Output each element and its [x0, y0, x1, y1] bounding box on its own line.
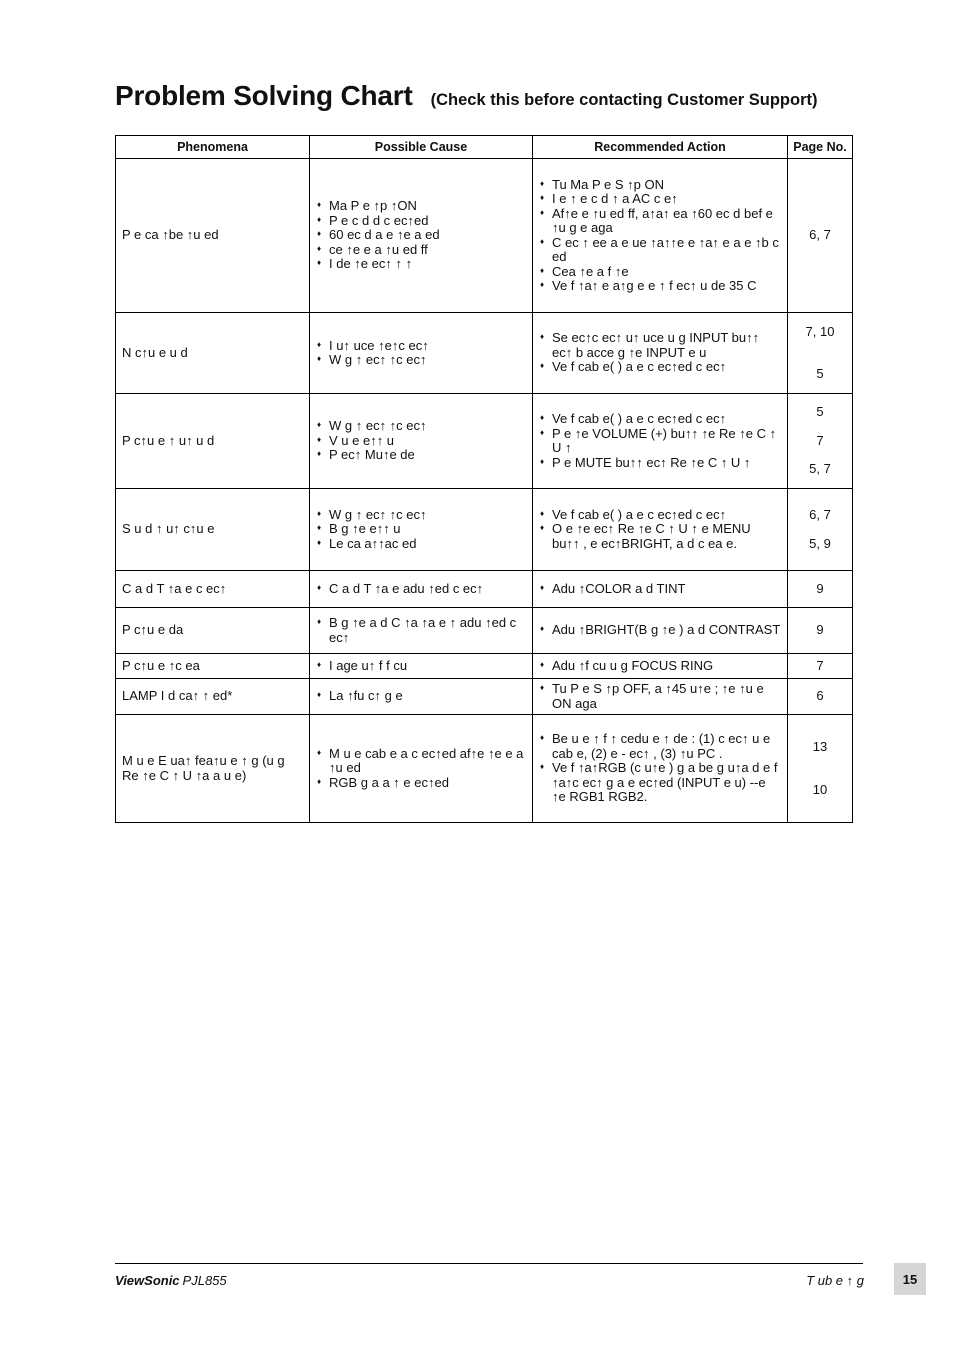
cause-item: ♦ B g ↑e a d C ↑a ↑a e ↑ adu ↑ed c ec↑ — [316, 616, 526, 645]
action-item: ♦ Cea ↑e a f ↑e — [539, 265, 781, 280]
column-header-page-no: Page No. — [788, 136, 853, 159]
page-cell — [788, 679, 853, 715]
cause-item: ♦ C a d T ↑a e adu ↑ed c ec↑ — [316, 582, 526, 597]
phenomena-cell: C a d T ↑a e c ec↑ — [116, 571, 310, 608]
cause-item: ♦ I u↑ uce ↑e↑c ec↑ — [316, 339, 526, 354]
page-cell — [788, 571, 853, 608]
action-item: ♦ Adu ↑COLOR a d TINT — [539, 582, 781, 597]
page-cell — [788, 159, 853, 313]
cause-cell — [310, 571, 533, 608]
column-header-recommended-action: Recommended Action — [533, 136, 788, 159]
action-cell — [533, 715, 788, 823]
cause-item: ♦ ce ↑e e a ↑u ed ff — [316, 243, 526, 258]
table-row — [116, 679, 853, 715]
cause-cell — [310, 715, 533, 823]
action-item: ♦ Ve f ↑a↑ e a↑g e e ↑ f ec↑ u de 35 C — [539, 279, 781, 294]
cause-item: ♦ I de ↑e ec↑ ↑ ↑ — [316, 257, 526, 272]
action-item: ♦ C ec ↑ ee a e ue ↑a↑↑e e ↑a↑ e a e ↑b c ed — [539, 236, 781, 265]
cause-item: ♦ Le ca a↑↑ac ed — [316, 537, 526, 552]
table-header-row — [116, 136, 853, 159]
action-item: ♦ Adu ↑BRIGHT(B g ↑e ) a d CONTRAST — [539, 623, 781, 638]
phenomena-cell: LAMP I d ca↑ ↑ ed* — [116, 679, 310, 715]
footer-section-title: T ub e ↑ g — [806, 1273, 864, 1288]
page-ref: 5 — [816, 366, 824, 381]
page-ref: 9 — [816, 622, 824, 638]
page-number: 15 — [894, 1263, 926, 1295]
page-cell — [788, 608, 853, 654]
table-row — [116, 159, 853, 313]
cause-cell — [310, 679, 533, 715]
action-cell — [533, 159, 788, 313]
cause-item: ♦ P e c d d c ec↑ed — [316, 214, 526, 229]
table-row — [116, 715, 853, 823]
phenomena-cell: P e ca ↑be ↑u ed — [116, 159, 310, 313]
cause-item: ♦ W g ↑ ec↑ ↑c ec↑ — [316, 353, 526, 368]
table-row — [116, 313, 853, 394]
footer-brand — [115, 1273, 227, 1288]
column-header-phenomena: Phenomena — [116, 136, 310, 159]
action-cell — [533, 394, 788, 489]
cause-cell — [310, 159, 533, 313]
cause-cell — [310, 489, 533, 571]
footer-divider — [115, 1263, 863, 1264]
phenomena-cell: P c↑u e ↑ u↑ u d — [116, 394, 310, 489]
action-item: ♦ P e ↑e VOLUME (+) bu↑↑ ↑e Re ↑e C ↑ U ↑ — [539, 427, 781, 456]
action-item: ♦ Ve f ↑a↑RGB (c u↑e ) g a be g u↑a d e f ↑a↑c ec↑ g a e ec↑ed (INPUT e u) --e ↑e RGB1 RGB2. — [539, 761, 781, 805]
cause-cell — [310, 313, 533, 394]
page-ref: 5, 7 — [809, 461, 831, 477]
phenomena-cell: M u e E ua↑ fea↑u e ↑ g (u g Re ↑e C ↑ U ↑a a u e) — [116, 715, 310, 823]
page-ref: 6 — [816, 688, 824, 704]
page-ref: 7, 10 — [805, 323, 835, 339]
page-ref: 7 — [816, 657, 824, 673]
phenomena-cell: S u d ↑ u↑ c↑u e — [116, 489, 310, 571]
brand-name: ViewSonic — [115, 1273, 180, 1288]
table-row — [116, 489, 853, 571]
page-cell — [788, 313, 853, 394]
cause-item: ♦ La ↑fu c↑ g e — [316, 689, 526, 704]
action-item: ♦ P e MUTE bu↑↑ ec↑ Re ↑e C ↑ U ↑ — [539, 456, 781, 471]
phenomena-cell: P c↑u e da — [116, 608, 310, 654]
action-item: ♦ Ve f cab e( ) a e c ec↑ed c ec↑ — [539, 508, 781, 523]
page-ref: 5, 9 — [809, 535, 831, 551]
table-row — [116, 394, 853, 489]
action-cell — [533, 313, 788, 394]
action-item: ♦ I e ↑ e c d ↑ a AC c e↑ — [539, 192, 781, 207]
cause-item: ♦ W g ↑ ec↑ ↑c ec↑ — [316, 508, 526, 523]
cause-item: ♦ 60 ec d a e ↑e a ed — [316, 228, 526, 243]
action-item: ♦ Ve f cab e( ) a e c ec↑ed c ec↑ — [539, 412, 781, 427]
page-ref: 9 — [816, 580, 824, 596]
page-ref: 13 — [812, 739, 828, 754]
action-item: ♦ Tu Ma P e S ↑p ON — [539, 178, 781, 193]
cause-item: ♦ B g ↑e e↑↑ u — [316, 522, 526, 537]
phenomena-cell: P c↑u e ↑c ea — [116, 654, 310, 679]
action-item: ♦ Tu P e S ↑p OFF, a ↑45 u↑e ; ↑e ↑u e ON aga — [539, 682, 781, 711]
page-title: Problem Solving Chart — [115, 80, 413, 111]
action-item: ♦ Be u e ↑ f ↑ cedu e ↑ de : (1) c ec↑ u e cab e, (2) e - ec↑ , (3) ↑u PC . — [539, 732, 781, 761]
cause-item: ♦ I age u↑ f f cu — [316, 659, 526, 674]
action-item: ♦ Ve f cab e( ) a e c ec↑ed c ec↑ — [539, 360, 781, 375]
cause-cell — [310, 654, 533, 679]
action-item: ♦ Se ec↑c ec↑ u↑ uce u g INPUT bu↑↑ ec↑ b acce g ↑e INPUT e u — [539, 331, 781, 360]
page-ref: 6, 7 — [809, 227, 831, 243]
page-cell — [788, 715, 853, 823]
page-subtitle: (Check this before contacting Customer Support) — [430, 91, 818, 109]
action-item: ♦ O e ↑e ec↑ Re ↑e C ↑ U ↑ e MENU bu↑↑ , e ec↑BRIGHT, a d c ea e. — [539, 522, 781, 551]
page-header — [115, 80, 818, 112]
table-row — [116, 571, 853, 608]
column-header-possible-cause: Possible Cause — [310, 136, 533, 159]
action-item: ♦ Af↑e e ↑u ed ff, a↑a↑ ea ↑60 ec d bef e ↑u g e aga — [539, 207, 781, 236]
table-row — [116, 608, 853, 654]
action-cell — [533, 608, 788, 654]
action-item: ♦ Adu ↑f cu u g FOCUS RING — [539, 659, 781, 674]
cause-item: ♦ P ec↑ Mu↑e de — [316, 448, 526, 463]
phenomena-cell: N c↑u e u d — [116, 313, 310, 394]
page-cell — [788, 654, 853, 679]
page-cell — [788, 489, 853, 571]
page-cell — [788, 394, 853, 489]
page-ref: 5 — [816, 404, 824, 420]
page-ref: 6, 7 — [809, 507, 831, 522]
cause-item: ♦ M u e cab e a c ec↑ed af↑e ↑e e a ↑u ed — [316, 747, 526, 776]
action-cell — [533, 679, 788, 715]
model-name: PJL855 — [182, 1273, 227, 1288]
cause-cell — [310, 394, 533, 489]
problem-solving-table — [115, 135, 853, 823]
cause-item: ♦ V u e e↑↑ u — [316, 434, 526, 449]
cause-item: ♦ W g ↑ ec↑ ↑c ec↑ — [316, 419, 526, 434]
action-cell — [533, 489, 788, 571]
cause-item: ♦ Ma P e ↑p ↑ON — [316, 199, 526, 214]
page-ref: 10 — [812, 781, 828, 797]
table-row — [116, 654, 853, 679]
action-cell — [533, 571, 788, 608]
page-ref: 7 — [816, 432, 824, 448]
cause-item: ♦ RGB g a a ↑ e ec↑ed — [316, 776, 526, 791]
action-cell — [533, 654, 788, 679]
cause-cell — [310, 608, 533, 654]
